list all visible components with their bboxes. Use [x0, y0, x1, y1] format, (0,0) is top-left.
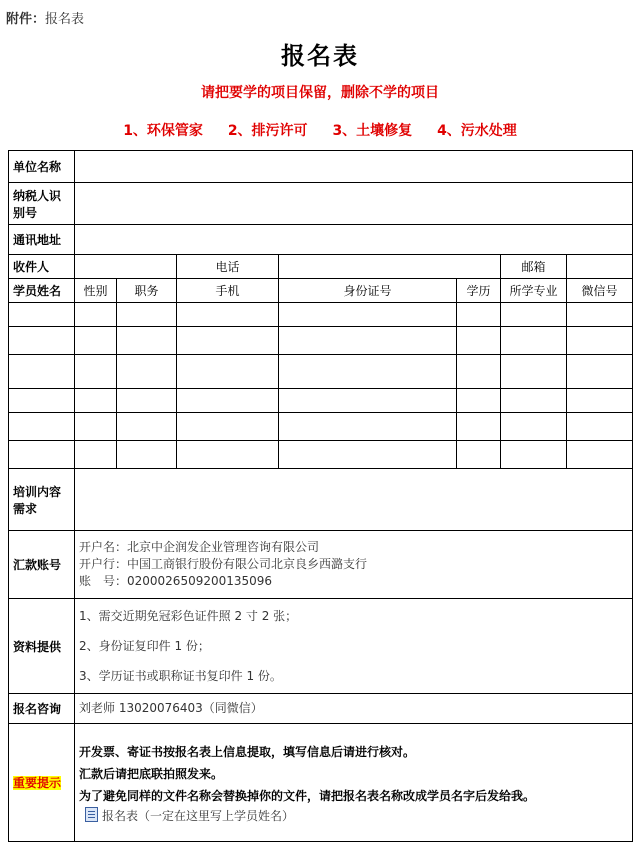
- taxpayer-id-field[interactable]: [75, 183, 633, 225]
- registration-form: [8, 150, 633, 842]
- table-cell[interactable]: [457, 413, 501, 441]
- remit-line: 开户名：北京中企润发企业管理咨询有限公司: [79, 540, 320, 554]
- project-item: 3、土壤修复: [332, 123, 413, 139]
- materials-line: 1、需交近期免冠彩色证件照 2 寸 2 张；: [79, 609, 298, 623]
- attachment-sep: ：: [32, 12, 46, 27]
- table-cell[interactable]: [177, 413, 279, 441]
- table-cell[interactable]: [567, 303, 633, 327]
- table-cell[interactable]: [279, 413, 457, 441]
- project-item: 1、环保管家: [123, 123, 203, 139]
- table-cell[interactable]: [279, 441, 457, 469]
- table-cell[interactable]: [457, 327, 501, 355]
- materials-label: 资料提供: [9, 599, 75, 694]
- student-row: [9, 355, 633, 389]
- student-row: [9, 303, 633, 327]
- table-cell[interactable]: [9, 413, 75, 441]
- column-header: 学历: [457, 279, 501, 303]
- column-header: 微信号: [567, 279, 633, 303]
- table-cell[interactable]: [501, 389, 567, 413]
- remit-line: 开户行：中国工商银行股份有限公司北京良乡西潞支行: [79, 557, 368, 571]
- table-cell[interactable]: [457, 355, 501, 389]
- materials-line: 3、学历证书或职称证书复印件 1 份。: [79, 669, 282, 683]
- table-cell[interactable]: [457, 303, 501, 327]
- student-row: [9, 327, 633, 355]
- file-attachment[interactable]: [85, 807, 628, 825]
- table-cell[interactable]: [117, 355, 177, 389]
- attachment-name: 报名表: [45, 12, 85, 27]
- table-cell[interactable]: [567, 389, 633, 413]
- address-label: 通讯地址: [9, 225, 75, 255]
- table-cell[interactable]: [177, 327, 279, 355]
- table-cell[interactable]: [117, 389, 177, 413]
- file-note: 报名表（一定在这里写上学员姓名）: [102, 808, 295, 823]
- column-header: 身份证号: [279, 279, 457, 303]
- table-cell[interactable]: [9, 441, 75, 469]
- table-cell[interactable]: [279, 389, 457, 413]
- table-cell[interactable]: [501, 441, 567, 469]
- page-title: 报名表: [281, 41, 359, 70]
- table-cell[interactable]: [457, 441, 501, 469]
- tip-line: 为了避免同样的文件名称会替换掉你的文件，请把报名表名称改成学员名字后发给我。: [79, 788, 536, 803]
- table-cell[interactable]: [279, 327, 457, 355]
- table-cell[interactable]: [75, 389, 117, 413]
- table-cell[interactable]: [75, 355, 117, 389]
- table-cell[interactable]: [567, 413, 633, 441]
- table-cell[interactable]: [75, 413, 117, 441]
- table-cell[interactable]: [117, 327, 177, 355]
- table-cell[interactable]: [501, 303, 567, 327]
- column-header: 职务: [117, 279, 177, 303]
- table-cell[interactable]: [75, 327, 117, 355]
- table-cell[interactable]: [117, 441, 177, 469]
- column-header: 性别: [75, 279, 117, 303]
- table-cell[interactable]: [75, 441, 117, 469]
- table-cell[interactable]: [279, 303, 457, 327]
- table-cell[interactable]: [279, 355, 457, 389]
- table-cell[interactable]: [117, 303, 177, 327]
- remit-label: 汇款账号: [9, 531, 75, 599]
- training-needs-label: 培训内容需求: [9, 469, 75, 531]
- column-header: 学员姓名: [9, 279, 75, 303]
- tip-label: 重要提示: [13, 776, 62, 790]
- table-cell[interactable]: [177, 355, 279, 389]
- phone-label: 电话: [177, 255, 279, 279]
- phone-field[interactable]: [279, 255, 501, 279]
- materials-line: 2、身份证复印件 1 份；: [79, 639, 210, 653]
- tip-cell: [9, 724, 75, 842]
- table-cell[interactable]: [117, 413, 177, 441]
- consult-label: 报名咨询: [9, 694, 75, 724]
- email-label: 邮箱: [501, 255, 567, 279]
- column-header: 所学专业: [501, 279, 567, 303]
- tip-line: 开发票、寄证书按报名表上信息提取，填写信息后请进行核对。: [79, 744, 416, 759]
- table-cell[interactable]: [9, 389, 75, 413]
- table-cell[interactable]: [457, 389, 501, 413]
- materials-info: [75, 599, 633, 694]
- unit-name-label: 单位名称: [9, 151, 75, 183]
- student-row: [9, 413, 633, 441]
- table-cell[interactable]: [567, 327, 633, 355]
- project-item: 2、排污许可: [227, 123, 308, 139]
- unit-name-field[interactable]: [75, 151, 633, 183]
- table-cell[interactable]: [75, 303, 117, 327]
- table-cell[interactable]: [567, 441, 633, 469]
- project-list: [0, 120, 640, 140]
- consult-value: 刘老师 13020076403（同微信）: [75, 694, 633, 724]
- training-needs-field[interactable]: [75, 469, 633, 531]
- email-field[interactable]: [567, 255, 633, 279]
- project-item: 4、污水处理: [437, 123, 517, 139]
- table-cell[interactable]: [177, 441, 279, 469]
- student-row: [9, 389, 633, 413]
- remit-info: [75, 531, 633, 599]
- tip-info: [75, 724, 633, 842]
- table-cell[interactable]: [501, 413, 567, 441]
- taxpayer-id-label: 纳税人识别号: [9, 183, 75, 225]
- table-cell[interactable]: [567, 355, 633, 389]
- table-cell[interactable]: [9, 303, 75, 327]
- attachment-line: [6, 8, 84, 27]
- table-cell[interactable]: [177, 389, 279, 413]
- recipient-label: 收件人: [9, 255, 75, 279]
- table-cell[interactable]: [9, 327, 75, 355]
- column-header: 手机: [177, 279, 279, 303]
- table-cell[interactable]: [177, 303, 279, 327]
- document-icon: [85, 807, 98, 822]
- table-cell[interactable]: [501, 355, 567, 389]
- remit-line: 账 号：0200026509200135096: [79, 574, 273, 588]
- table-cell[interactable]: [9, 355, 75, 389]
- address-field[interactable]: [75, 225, 633, 255]
- table-cell[interactable]: [501, 327, 567, 355]
- recipient-field[interactable]: [75, 255, 177, 279]
- attachment-label: 附件: [6, 12, 33, 27]
- tip-line: 汇款后请把底联拍照发来。: [79, 766, 224, 781]
- student-row: [9, 441, 633, 469]
- notice-text: 请把要学的项目保留，删除不学的项目: [201, 85, 439, 101]
